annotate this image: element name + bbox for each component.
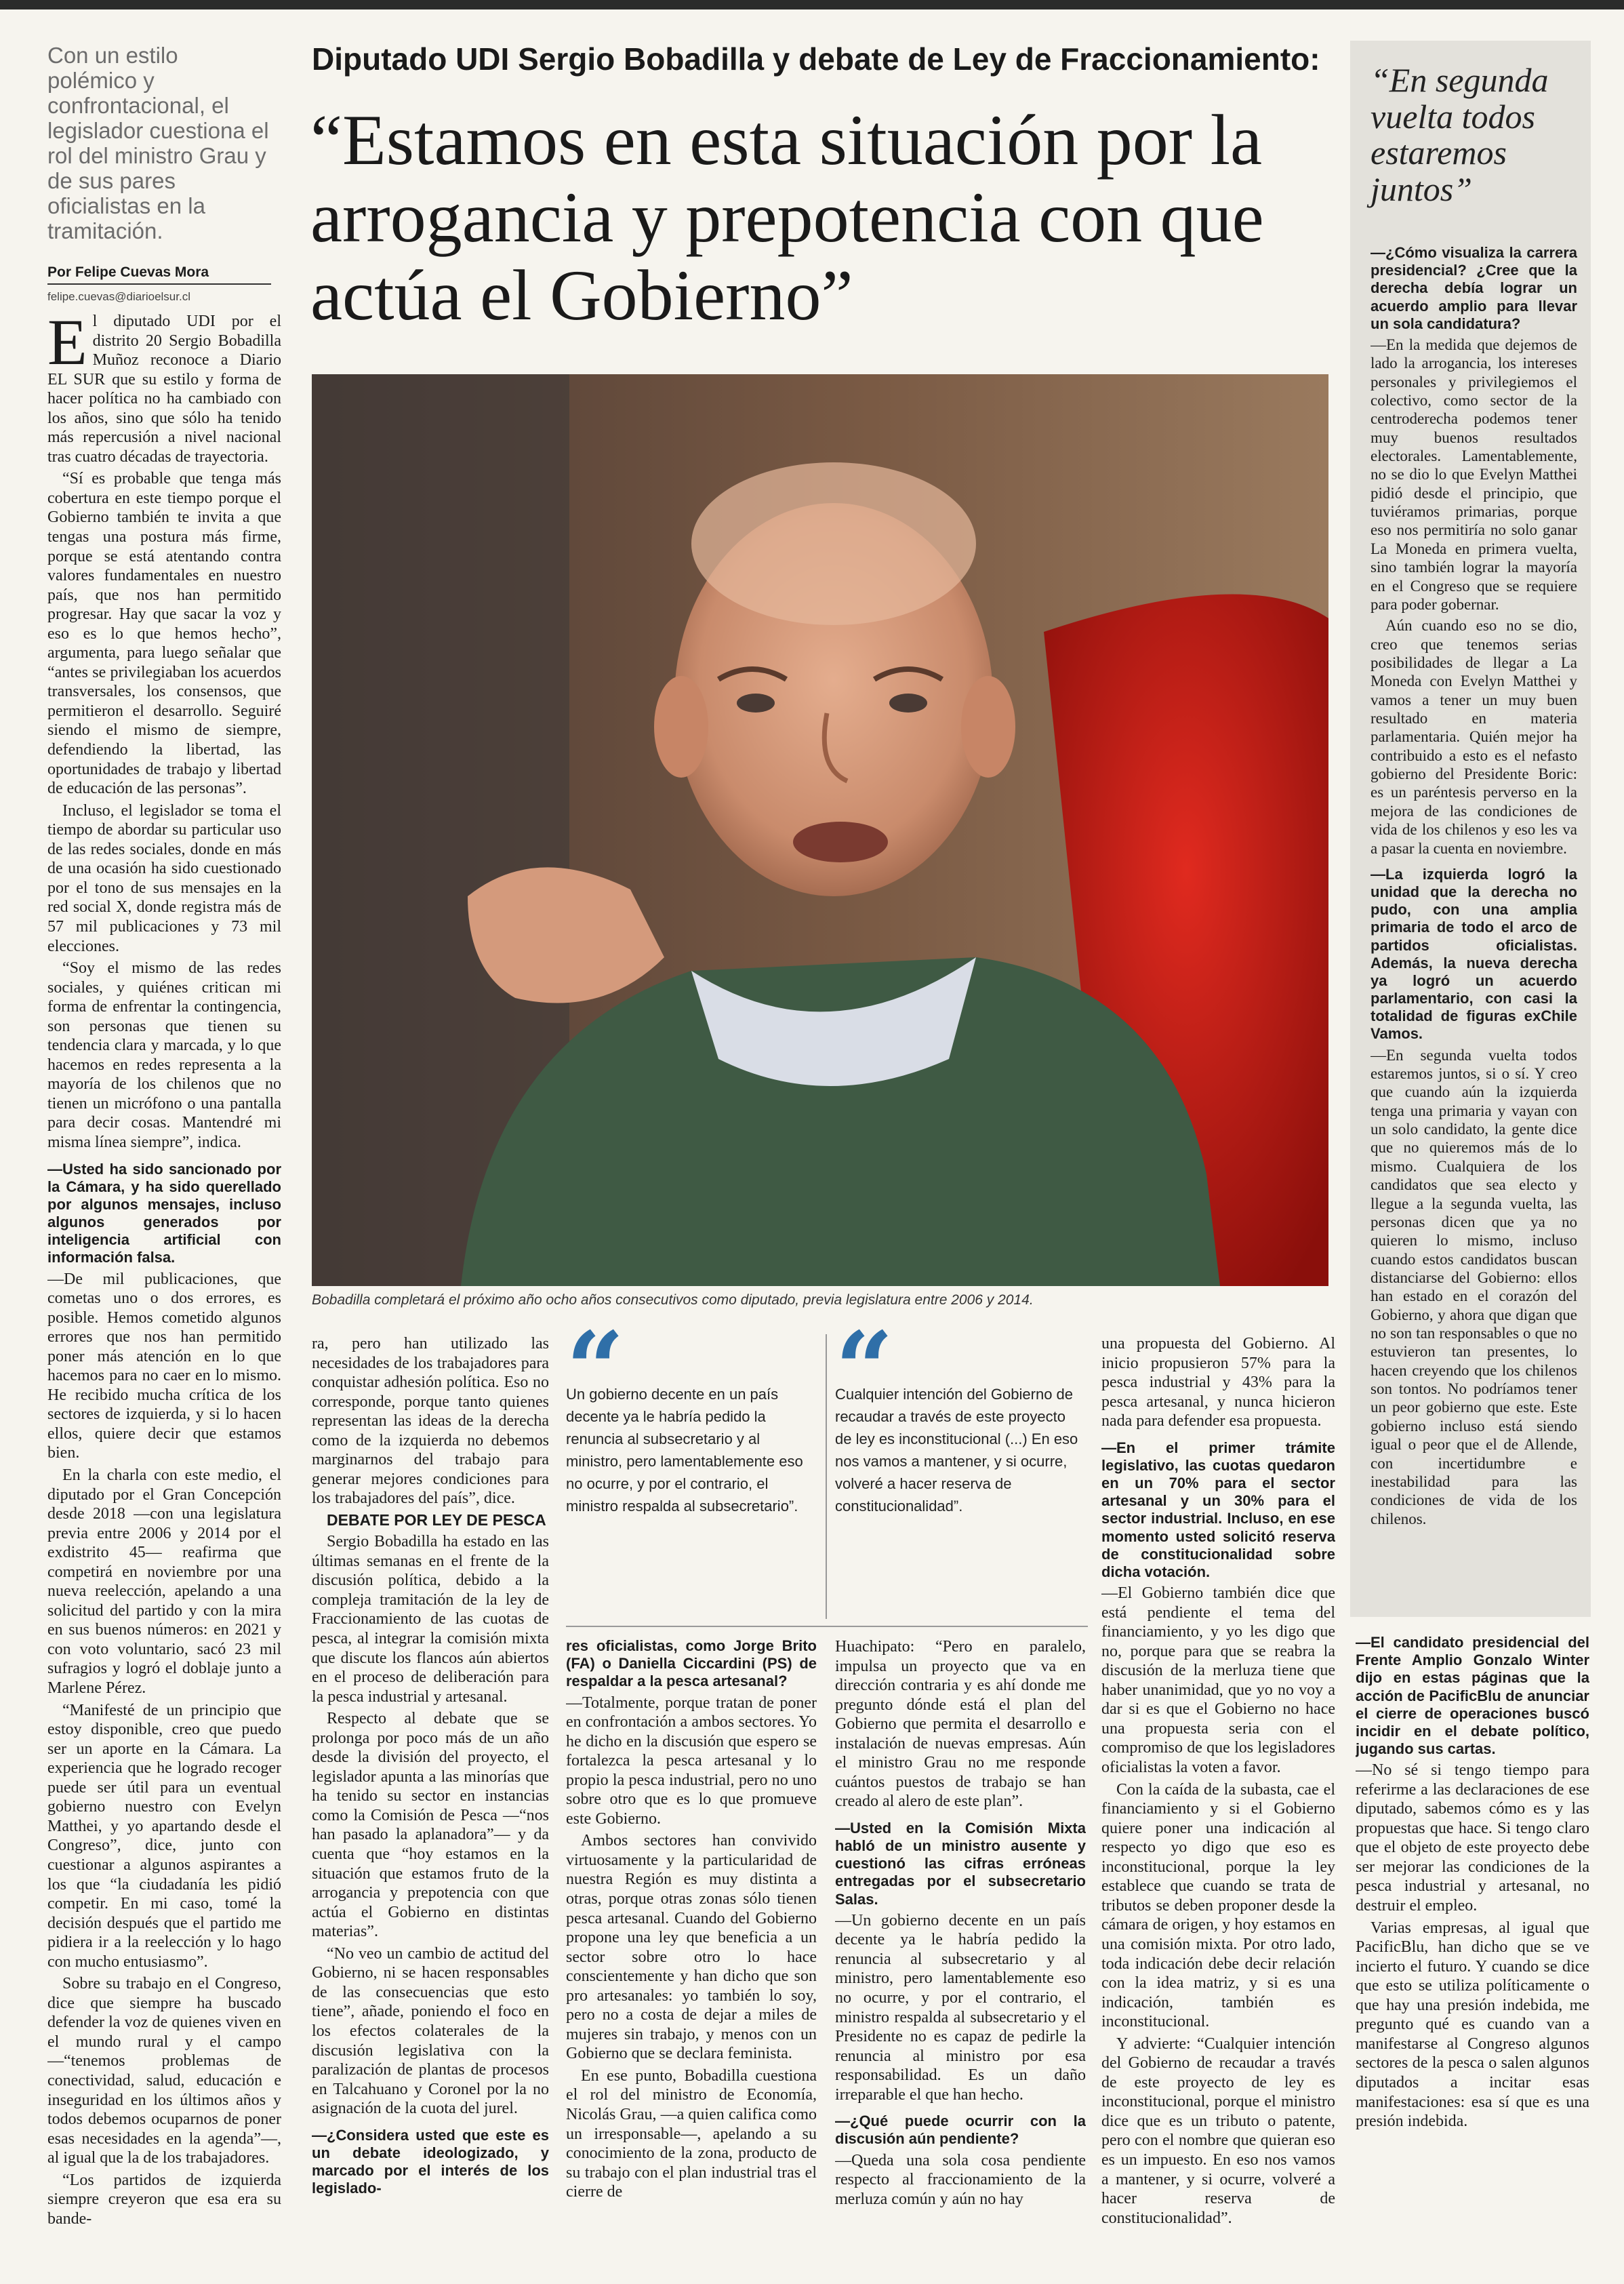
paragraph: Huachipato: “Pero en paralelo, impulsa un proyecto que va en dirección contraria y es ahí donde me pregunto dónde está el plan del Gobierno que permita el desarrollo e instalación de nuevas empresas. Aún el ministro Grau no me responde cuántos puestos de trabajo se han creado al alero de este plan”.	[835, 1638, 1086, 1811]
paragraph: Respecto al debate que se prolonga por poco más de un año desde la división del proyecto, el legislador apunta a las minorías que ha tenido su sector en instancias como la Comisión de Pesca —“nos han pasado la aplanadora”— y da cuenta que “hoy estamos en la situación que estamos fruto de la arrogancia y prepotencia con que actúa el Gobierno en distintas materias”.	[312, 1710, 549, 1941]
paragraph: Sergio Bobadilla ha estado en las últimas semanas en el frente de la discusión política, debido a la compleja tramitación de la ley de Fraccionamiento de las cuotas de pesca, al integrar la comisión mixta que discute los flancos aún abiertos en el proceso de deliberación para la pesca industrial y artesanal.	[312, 1533, 549, 1706]
paragraph: —No sé si tengo tiempo para referirme a las declaraciones de ese diputado, sabemos cómo es y las propuestas que hace. Si tengo claro que el objeto de este proyecto debe ser mejorar las condiciones de la pesca industrial y artesanal, no destruir el empleo.	[1356, 1761, 1589, 1915]
pull-quote-text: Cualquier intención del Gobierno de recaudar a través de este proyecto de ley es inconstitucional (...) En eso nos vamos a mantener, y si ocurre, volveré a hacer reserva de constitucionalidad”.	[835, 1386, 1078, 1515]
pull-quote-bottom-rule	[566, 1626, 1088, 1627]
paragraph: Varias empresas, al igual que PacificBlu, han dicho que se ve incierto el futuro. Y cuando se dice que esto se utiliza políticamente o que hay una presión indebida, me pregunto qué es cuando van a manifestarse al Congreso algunos sectores de la pesca o salen algunos diputados a incitar esas manifestaciones: esa sí que es una presión indebida.	[1356, 1919, 1589, 2131]
paragraph: —En segunda vuelta todos estaremos juntos, si o sí. Y creo que cuando aún la izquierda tenga una primaria y vayan con un solo candidato, la gente dice que no quieremos más de lo mismo. Cualquiera de los candidatos que sea electo y llegue a la segunda vuelta, las personas dicen que ya no quieren lo mismo, incluso cuando estos candidatos buscan distanciarse del Gobierno: ellos han estado en el corazón del Gobierno, y ahora que digan que no son tan responsables o que no estuvieron tan presentes, lo hacen creyendo que los chilenos son tontos. No podríamos tener un peor gobierno que este. Este gobierno incluso está siendo igual o peor que el de Allende, con incertidumbre e inestabilidad para las condiciones de vida de los chilenos.	[1371, 1046, 1577, 1527]
paragraph: Aún cuando eso no se dio, creo que tenemos serias posibilidades de llegar a La Moneda con Evelyn Matthei y vamos a tener un muy buen resultado en materia parlamentaria. Quién mejor ha contribuido a esto es el nefasto gobierno del Presidente Boric: es un paréntesis perverso en la mejora de las condiciones de vida de los chilenos y eso les va a pasar la cuenta en noviembre.	[1371, 617, 1577, 857]
author-email[interactable]: felipe.cuevas@diarioelsur.cl	[47, 290, 190, 303]
paragraph: En ese punto, Bobadilla cuestiona el rol del ministro de Economía, Nicolás Grau, —a quien califica como un irresponsable—, apelando a su conocimiento de la zona, producto de su trabajo con el plan industrial tras el cierre de	[566, 2066, 817, 2201]
photo-caption: Bobadilla completará el próximo año ocho años consecutivos como diputado, previa legislatura entre 2006 y 2014.	[312, 1292, 1034, 1308]
interview-question: —¿Cómo visualiza la carrera presidencial? ¿Cree que la derecha debía lograr un acuerdo amplio para llevar un sola candidatura?	[1371, 244, 1577, 332]
portrait-photo	[312, 374, 1328, 1286]
article-pretitle: Diputado UDI Sergio Bobadilla y debate de Ley de Fraccionamiento:	[312, 41, 1320, 77]
interview-question: res oficialistas, como Jorge Brito (FA) o Daniella Ciccardini (PS) de respaldar a la pesca artesanal?	[566, 1637, 817, 1690]
paragraph: —El Gobierno también dice que está pendiente el tema del financiamiento, y yo les digo que no, porque para que se reabra la discusión de la merluza tiene que haber unanimidad, que yo no voy a dar si es que el Gobierno no hace una propuesta seria con el compromiso de que los legisladores oficialistas la voten a favor.	[1101, 1584, 1335, 1777]
pull-quote-text: Un gobierno decente en un país decente ya le habría pedido la renuncia al subsecretario y al ministro, pero lamentablemente eso no ocurre, y por el contrario, el ministro respalda al subsecretario”.	[566, 1386, 803, 1515]
paragraph: —En la medida que dejemos de lado la arrogancia, los intereses personales y privilegiemos el colectivo, como sector de la centroderecha podemos tener muy buenos resultados electorales. Lamentablemente, no se dio lo que Evelyn Matthei pidió desde el principio, que tuviéramos primarias, porque eso nos permitiría no solo ganar La Moneda en primera vuelta, sino también lograr la mayoría en el Congreso que se requiere para poder gobernar.	[1371, 336, 1577, 613]
paragraph: “Manifesté de un principio que estoy disponible, creo que puedo ser un aporte en la Cámara. La experiencia que he logrado recoger puede ser útil para un eventual gobierno nuestro con Evelyn Matthei, y yo apartando desde el Congreso”, dice, junto con cuestionar a algunos aspirantes a los que “la ciudadanía les pidió competir. En mi caso, tomé la decisión después que el partido me pidiera ir a la reelección y lo hago con mucho entusiasmo”.	[47, 1701, 281, 1971]
paragraph: “Sí es probable que tenga más cobertura en este tiempo porque el Gobierno también te invita a que tengas una postura más firme, porque se está atentando contra valores fundamentales en nuestro país, que nos han permitido progresar. Hay que sacar la voz y eso es lo que hemos hecho”, argumenta, para luego señalar que “antes se privilegiaban los acuerdos transversales, los consensos, que permitieron el desarrollo. Seguiré siendo el mismo de siempre, defendiendo la libertad, las oportunidades de trabajo y libertad de educación de las personas”.	[47, 470, 281, 798]
interview-question: —En el primer trámite legislativo, las cuotas quedaron en un 70% para el sector artesanal y un 30% para el sector industrial. Incluso, en ese momento usted solicitó reserva de constitucionalidad sobre dicha votación.	[1101, 1439, 1335, 1580]
article-headline: “Estamos en esta situación por la arrogancia y prepotencia con que actúa el Gobierno”	[310, 100, 1264, 335]
paragraph: “Los partidos de izquierda siempre creyeron que esa era su bande-	[47, 2171, 281, 2228]
paragraph: “No veo un cambio de actitud del Gobierno, ni se hacen responsables de las consecuencias que esto tiene”, añade, poniendo el foco en los efectos colaterales de la discusión legislativa con la paralización de plantas de procesos en Talcahuano y Coronel por la no asignación de la cuota del jurel.	[312, 1944, 549, 2118]
pull-quote-2	[835, 1310, 1086, 1619]
paragraph: Sobre su trabajo en el Congreso, dice que siempre ha buscado defender la voz de quienes viven en el mundo rural y el campo —“tenemos problemas de conectividad, salud, educación e inseguridad en los últimos años y todos debemos ocuparnos de poner esas necesidades en la agenda”—, al igual que la de los trabajadores.	[47, 1975, 281, 2167]
paragraph: Incluso, el legislador se toma el tiempo de abordar su particular uso de las redes sociales, donde en más de una ocasión ha sido cuestionado por el tono de sus mensajes en la red social X, donde registra más de 57 mil publicaciones y 73 mil elecciones.	[47, 801, 281, 955]
paragraph: —Un gobierno decente en un país decente ya le habría pedido la renuncia al subsecretario y al ministro, pero lamentablemente eso no ocurre, y por el contrario, el ministro respalda al subsecretario y el Presidente no es capaz de pedirle la renuncia al ministro por esa responsabilidad. Es un daño irreparable el que han hecho.	[835, 1911, 1086, 2104]
paragraph: —De mil publicaciones, que cometas uno o dos errores, es posible. Hemos cometido algunos errores que nos han permitido poner más atención en lo que hacemos para no caer en lo mismo. He recibido mucha crítica de los sectores de izquierda, y si lo hacen ellos, quiere decir que estamos bien.	[47, 1270, 281, 1462]
paragraph: “Soy el mismo de las redes sociales, y quiénes critican mi forma de enfrentar la contingencia, son personas que tienen su tendencia clara y marcada, y lo que hacemos en redes representa a la mayoría de los chilenos que no tienen un micrófono o una pantalla para decir cosas. Mantendré mi misma línea siempre”, indica.	[47, 959, 281, 1151]
kicker-summary: Con un estilo polémico y confrontacional, el legislador cuestiona el rol del ministro Grau y de sus pares oficialistas en la tramitación.	[47, 43, 269, 243]
quote-mark-icon: “	[566, 1310, 625, 1429]
interview-question: —La izquierda logró la unidad que la derecha no pudo, con una amplia primaria de todo el arco de partidos oficialistas. Además, la nueva derecha ya logró un acuerdo parlamentario, con casi la totalidad de figuras exChile Vamos.	[1371, 865, 1577, 1043]
interview-question: —¿Considera usted que este es un debate ideologizado, y marcado por el interés de los legislado-	[312, 2126, 549, 2197]
quote-mark-icon: “	[835, 1310, 894, 1429]
interview-question: —El candidato presidencial del Frente Amplio Gonzalo Winter dijo en estas páginas que la acción de PacificBlu de anunciar el cierre de operaciones buscó incidir en el debate político, jugando sus cartas.	[1356, 1634, 1589, 1758]
byline: Por Felipe Cuevas Mora	[47, 264, 209, 280]
byline-divider	[47, 283, 271, 285]
paragraph: —Totalmente, porque tratan de poner en confrontación a ambos sectores. Yo he dicho en la discusión que espero se fortalezca la pesca artesanal y lo propio la pesca industrial, pero no uno sobre otro que es lo que promueve este Gobierno.	[566, 1694, 817, 1828]
paragraph: Ambos sectores han convivido virtuosamente y la particularidad de nuestra Región es muy distinta a otras, porque otras zonas sólo tienen pesca artesanal. Cuando del Gobierno propone una ley que beneficia a un sector sobre otro lo hace conscientemente y han dicho que son pro artesanales: yo también lo soy, pero no a costa de dejar a miles de mujeres sin trabajo, y menos con un Gobierno que se declara feminista.	[566, 1832, 817, 2063]
paragraph: una propuesta del Gobierno. Al inicio propusieron 57% para la pesca industrial y 43% para la pesca artesanal, y nunca hicieron nada para defender esa propuesta.	[1101, 1335, 1335, 1430]
paragraph-text: l diputado UDI por el distrito 20 Sergio Bobadilla Muñoz reconoce a Diario EL SUR que su estilo y forma de hacer política no ha cambiado con los años, sino que sólo ha tenido más repercusión a nivel nacional tras cuatro décadas de trayectoria.	[47, 313, 281, 466]
paragraph	[47, 312, 281, 466]
interview-question: —¿Qué puede ocurrir con la discusión aún pendiente?	[835, 2112, 1086, 2148]
pull-quote-1	[566, 1310, 817, 1619]
body-column-3	[566, 1637, 817, 2264]
paragraph: Con la caída de la subasta, cae el financiamiento y si el Gobierno quiere poner una indicación al respecto yo digo que eso es inconstitucional, porque la ley establece que cuando se trata de tributos se deben proponer desde la cámara de origen, y hoy estamos en una comisión mixta. Por otro lado, toda indicación debe decir relación con la idea matriz, y si es una indicación, también es inconstitucional.	[1101, 1780, 1335, 2031]
sidebar-column	[1371, 244, 1577, 1607]
body-column-2	[312, 1334, 549, 2264]
page-top-rule	[0, 0, 1624, 9]
paragraph: ra, pero han utilizado las necesidades de los trabajadores para conquistar adhesión política. Eso no corresponde, porque tanto quienes representan las ideas de la derecha como de la izquierda no debemos marginarnos del trabajo para generar mejores condiciones para los trabajadores del país”, dice.	[312, 1335, 549, 1508]
body-column-4	[835, 1637, 1086, 2264]
section-subhead: DEBATE POR LEY DE PESCA	[327, 1510, 546, 1529]
paragraph: En la charla con este medio, el diputado por el Gran Concepción desde 2018 —con una legislatura previa entre 2006 y 2014 por el exdistrito 45— reafirma que competirá en noviembre por una nueva reelección, apelando a una solicitud del partido y con la mira en sus buenos números: en 2021 y con voto voluntario, sacó 23 mil sufragios y logró el doblaje junto a Marlene Pérez.	[47, 1466, 281, 1698]
body-column-1	[47, 312, 281, 2264]
drop-cap: E	[47, 312, 87, 378]
body-column-5	[1101, 1334, 1335, 2264]
interview-question: —Usted en la Comisión Mixta habló de un ministro ausente y cuestionó las cifras erróneas entregadas por el subsecretario Salas.	[835, 1819, 1086, 1908]
interview-question: —Usted ha sido sancionado por la Cámara, y ha sido querellado por algunos mensajes, incluso algunos generados por inteligencia artificial con información falsa.	[47, 1160, 281, 1266]
body-column-6	[1356, 1634, 1589, 2264]
paragraph: —Queda una sola cosa pendiente respecto al fraccionamiento de la merluza común y aún no hay	[835, 2151, 1086, 2208]
paragraph: Y advierte: “Cualquier intención del Gobierno de recaudar a través de este proyecto de ley es inconstitucional, porque el ministro dice que es un tributo o patente, pero con el nombre que quieran eso es un impuesto. En eso nos vamos a mantener, y si ocurre, volveré a hacer reserva de constitucionalidad”.	[1101, 2035, 1335, 2227]
sidebar-title: “En segunda vuelta todos estaremos juntos”	[1371, 61, 1549, 208]
pull-quote-divider	[826, 1334, 827, 1619]
